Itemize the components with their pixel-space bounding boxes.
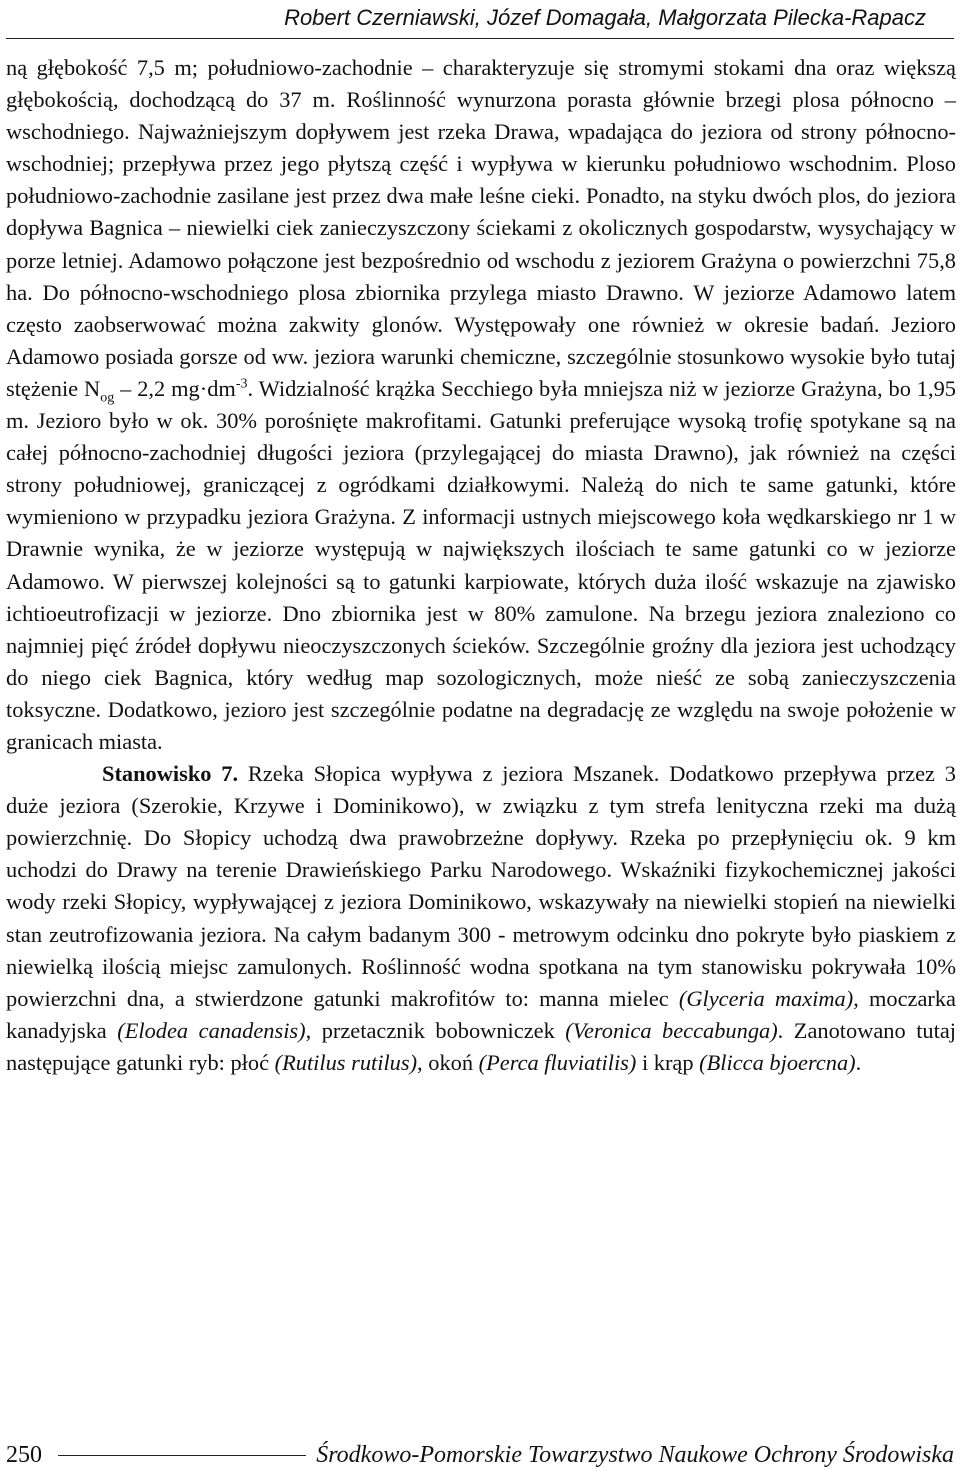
- superscript-exponent: -3: [235, 376, 248, 392]
- header-rule: [6, 38, 954, 39]
- header-authors: Robert Czerniawski, Józef Domagała, Małgorzata Pilecka-Rapacz: [284, 5, 926, 30]
- species-name: (Veronica beccabunga): [565, 1017, 778, 1043]
- page-number: 250: [6, 1440, 48, 1470]
- text-run: – 2,2 mg·dm: [114, 375, 236, 401]
- species-name: (Blicca bjoercna): [699, 1049, 856, 1075]
- species-name: (Rutilus rutilus): [274, 1049, 418, 1075]
- paragraph-lake-adamowo: [6, 52, 956, 758]
- subscript-og: og: [100, 390, 115, 406]
- text-run: i krąp: [636, 1049, 700, 1075]
- text-run: , moczarka kanadyjska: [6, 985, 956, 1043]
- station-heading: Stanowisko 7.: [102, 761, 239, 787]
- running-header: [0, 4, 960, 40]
- text-run: .: [855, 1049, 862, 1075]
- text-run: , przetacznik bobowniczek: [305, 1017, 566, 1043]
- running-footer: [0, 1440, 960, 1476]
- text-run: . Zanotowano tutaj następujące gatunki ryb: płoć: [6, 1017, 957, 1075]
- body-text: [6, 52, 956, 1079]
- species-name: (Glyceria maxima): [678, 985, 854, 1011]
- text-run: , okoń: [417, 1049, 479, 1075]
- text-run: . Widzialność krążka Secchiego była mniejsza niż w jeziorze Grażyna, bo 1,95 m. Jezioro było w ok. 30% porośnięte makrofitami. Gatunki preferujące wysoką trofię spotykane są na całej północno-zachodniej długości jeziora (przylegającej do miasta Drawno), jak również na części strony południowej, graniczącej z ogródkami działkowymi. Należą do nich te same gatunki, które wymieniono w przypadku jeziora Grażyna. Z informacji ustnych miejscowego koła wędkarskiego nr 1 w Drawnie wynika, że w jeziorze występują w największych ilościach te same gatunki co w jeziorze Adamowo. W pierwszej kolejności są to gatunki karpiowate, których duża ilość wskazuje na zjawisko ichtioeutrofizacji w jeziorze. Dno zbiornika jest w 80% zamulone. Na brzegu jeziora znaleziono co najmniej pięć źródeł dopływu nieoczyszczonych ścieków. Szczególnie groźny dla jeziora jest uchodzący do niego ciek Bagnica, który według map sozologicznych, może nieść ze sobą zanieczyszczenia toksyczne. Dodatkowo, jezioro jest szczególnie podatne na degradację ze względu na swoje położenie w granicach miasta.: [6, 375, 956, 754]
- species-name: (Perca fluviatilis): [478, 1049, 637, 1075]
- text-run: Rzeka Słopica wypływa z jeziora Mszanek. Dodatkowo przepływa przez 3 duże jeziora (Szerokie, Krzywe i Dominikowo), w związku z tym strefa lenityczna rzeki ma dużą powierzchnię. Do Słopicy uchodzą dwa prawobrzeżne dopływy. Rzeka po przepłynięciu ok. 9 km uchodzi do Drawy na terenie Drawieńskiego Parku Narodowego. Wskaźniki fizykochemicznej jakości wody rzeki Słopicy, wypływającej z jeziora Dominikowo, wskazywały na niewielki stopień na niewielki stan zeutrofizowania jeziora. Na całym badanym 300 - metrowym odcinku dno pokryte było piaskiem z niewielką ilością miejsc zamulonych. Roślinność wodna spotkana na tym stanowisku pokrywała 10% powierzchni dna, a stwierdzone gatunki makrofitów to: manna mielec: [6, 761, 956, 1011]
- text-run: ną głębokość 7,5 m; południowo-zachodnie – charakteryzuje się stromymi stokami dna oraz większą głębokością, dochodzącą do 37 m. Roślinność wynurzona porasta głównie brzegi plosa północno – wschodniego. Najważniejszym dopływem jest rzeka Drawa, wpadająca do jeziora od strony północno-wschodniej; przepływa przez jego płytszą część i wypływa w kierunku południowo wschodnim. Ploso południowo-zachodnie zasilane jest przez dwa małe leśne cieki. Ponadto, na styku dwóch plos, do jeziora dopływa Bagnica – niewielki ciek zanieczyszczony ściekami z okolicznych gospodarstw, wysychający w porze letniej. Adamowo połączone jest bezpośrednio od wschodu z jeziorem Grażyna o powierzchni 75,8 ha. Do północno-wschodniego plosa zbiornika przylega miasto Drawno. W jeziorze Adamowo latem często zaobserwować można zakwity glonów. Występowały one również w okresie badań. Jezioro Adamowo posiada gorsze od ww. jeziora warunki chemiczne, szczególnie stosunkowo wysokie było tutaj stężenie N: [6, 55, 956, 401]
- species-name: (Elodea canadensis): [117, 1017, 306, 1043]
- footer-society: Środkowo-Pomorskie Towarzystwo Naukowe Ochrony Środowiska: [306, 1440, 954, 1470]
- paragraph-station-7: [6, 758, 956, 1079]
